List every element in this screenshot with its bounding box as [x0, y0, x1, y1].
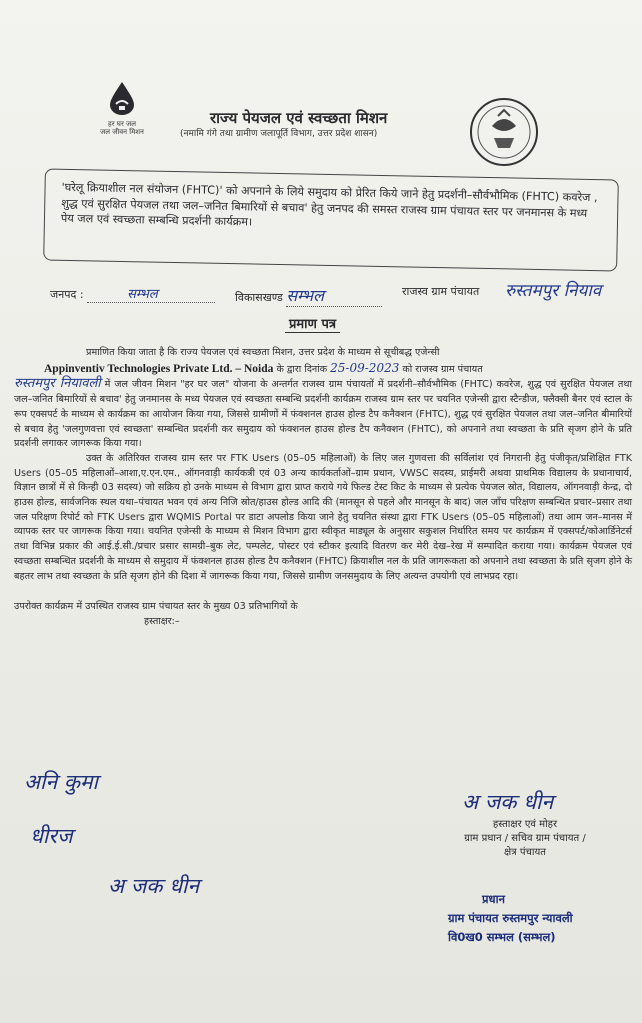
district-value: सम्भल: [87, 284, 215, 303]
pradhan-signature: अ जक धीन: [462, 790, 554, 814]
certificate-paragraph-1: में जल जीवन मिशन "हर घर जल" योजना के अन्तर्गत राजस्व ग्राम पंचायतों में प्रदर्शनी–सौर्वभौमिक (FHTC) कवरेज, शुद्ध एवं सुरक्षित पेयजल तथा जल–जनित बिमारियों से बचाव' हेतु जनमानस के मध्य पेयजल एवं स्वच्छता सम्बन्धि प्रदर्शनी कार्यक्रम राजस्व ग्राम स्तर पर चयनित एजेन्सी द्वारा स्टैन्डीज, फ्लैक्सी बैनर एवं स्टाल के रूप एक्सपर्ट के माध्यम से कार्यक्रम का आयोजन किया गया, जिससे ग्रामीणों में फंक्शनल हाउस होल्ड टैप कनैक्शन (FHTC), शुद्ध एवं सुरक्षित पेयजल तथा जल–जनित बीमारियों से बचाव हेतु 'जलगुणवत्ता एवं स्वच्छता' सम्बन्धित प्रदर्शनी कर समुदाय को फंक्शनल हाउस होल्ड टैप कनैक्शन (FHTC), को अपनाने तथा स्वच्छता के प्रति सृजग होने के प्रति प्रदर्शनी लगाकर जागरूक किया गया।: [14, 379, 633, 450]
gram-panchayat-label: राजस्व ग्राम पंचायत: [402, 285, 480, 298]
participant-signature-3: अ जक धीन: [108, 874, 200, 898]
gram-panchayat-field: [402, 284, 479, 299]
block-value: सम्भल: [286, 284, 382, 307]
signature-seal-label: हस्ताक्षर एवं मोहर: [492, 819, 558, 830]
page-subtitle: (नमामि गंगे तथा ग्रामीण जलापूर्ति विभाग, उत्तर प्रदेश शासन): [180, 129, 378, 139]
har-ghar-jal-logo: [92, 80, 152, 136]
certificate-paragraph-2: उक्त के अतिरिक्त राजस्व ग्राम स्तर पर FTK Users (05–05 महिलाओं) के लिए जल गुणवत्ता की सर्विलांश एवं निगरानी हेतु पंजीकृत/प्रशिक्षित FTK Users (05–05 महिलाओं–आशा,ए.एन.एम., ऑगनवाड़ी कार्यकत्री एवं 03 अन्य कार्यकर्ताओं–ग्राम प्रधान, VWSC सदस्य, प्राईमरी अथवा प्राथमिक विद्यालय के प्रधानाचार्य, विज्ञान छात्रों में से किन्ही 03 सदस्य) जो सक्रिय हो उनके माध्यम से विभाग द्वारा प्राप्त कराये गये फिल्ड टेस्ट किट के माध्यम से प्रत्येक पेयजल स्रोत, विद्यालय, ऑगनवाड़ी केन्द्र, दो हाउस होल्ड, सार्वजनिक स्थल यथा–पंचायत भवन एवं अन्य निजि स्रोत/हाउस होल्ड आदि की (मानसून से पहले और मानसून के बाद) जल जाँच परिक्षण सम्बन्धित प्रचार–प्रसार तथा जल परिक्षण रिपोर्ट को FTK Users द्वारा WQMIS Portal पर डाटा अपलोड किया जाने हेतु चयनित संस्था द्वारा FTK Users (05–05 महिलाओं) तथा आम जन–मानस में व्यापक स्तर पर जागरूक किया गया। चयनित एजेन्सी के माध्यम से मिशन विभाग द्वारा स्वीकृत माड्यूल के अनुसार सकुशल निर्धारित समय पर कार्यक्रम में एक्सपर्ट/कोआर्डिनेटर्स तथा विभिन्न प्रकार की आई.ई.सी./प्रचार प्रसार सामग्री–बुक लेट, पम्पलेट, पोस्टर एवं स्टीकर इत्यादि वितरण कर मेरी देख–रेख में सम्पादित कराया गया। कार्यक्रम पेयजल एवं स्वच्छता सम्बन्धित प्रदर्शनी के माध्यम से समुदाय में फंक्शनल हाउस होल्ड टैप कनैक्शन (FHTC) क्रियाशील नल के प्रति जागरूकता को अपनाने तथा स्वच्छता के प्रति सृजग होने के बहतर लाभ तथा स्वच्छता के प्रति सृजग होने की दिशा में जागरूक किया गया, जिससे ग्रामीण जनसमुदाय के लिए अत्यन्त उपयोगी एवं लाभप्रद रहा।: [14, 452, 633, 582]
date-suffix: को राजस्व ग्राम पंचायत: [402, 363, 483, 375]
certificate-body: [14, 346, 632, 630]
pradhan-stamp: [448, 890, 573, 947]
event-date: 25-09-2023: [330, 360, 400, 375]
logo-caption: हर घर जल जल जीवन मिशन: [100, 120, 144, 136]
seal-emblem-icon: [468, 96, 540, 168]
page-title: राज्य पेयजल एवं स्वच्छता मिशन: [210, 109, 388, 127]
participants-signature-label: हस्ताक्षर:–: [144, 615, 180, 627]
participant-signature-1: अनि कुमा: [24, 770, 98, 794]
block-field: [235, 284, 382, 307]
pradhan-title: प्रधान: [482, 892, 505, 906]
block-label: विकासखण्ड: [235, 291, 283, 304]
signatory-designation: ग्राम प्रधान / सचिव ग्राम पंचायत /: [464, 833, 586, 844]
program-banner: [43, 168, 619, 271]
agency-name: Appinventiv Technologies Private Ltd. – Noida: [44, 362, 274, 375]
signatory-area: क्षेत्र पंचायत: [504, 847, 546, 858]
gram-panchayat-handwritten: रुस्तमपुर नियावली: [14, 376, 101, 392]
up-government-seal: [468, 96, 540, 168]
water-drop-icon: [102, 80, 142, 116]
district-field: [50, 284, 215, 303]
pradhan-block: वि0ख0 सम्भल (सम्भल): [448, 930, 556, 944]
banner-text: 'घरेलू क्रियाशील नल संयोजन (FHTC)' को अपनाने के लिये समुदाय को प्रेरित किये जाने हेतु प्रदर्शनी–सौर्वभौमिक (FHTC) कवरेज , शुद्ध एवं सुरक्षित पेयजल तथा जल–जनित बिमारियों से बचाव' हेतु जनपद की समस्त राजस्व ग्राम पंचायत स्तर पर जनमानस के मध्य पेय जल एवं स्वच्छता सम्बन्धि प्रदर्शनी कार्यक्रम।: [60, 180, 598, 229]
certificate-title: प्रमाण पत्र: [285, 314, 340, 333]
gram-panchayat-value: रुस्तमपुर नियाव: [505, 281, 602, 301]
participant-signature-2: धीरज: [30, 824, 73, 848]
date-prefix: के द्वारा दिनांक: [276, 363, 328, 375]
pradhan-gram-panchayat: ग्राम पंचायत रुस्तमपुर न्यावली: [448, 911, 573, 925]
certificate-intro: प्रमाणित किया जाता है कि राज्य पेयजल एवं स्वच्छता मिशन, उत्तर प्रदेश के माध्यम से सूचीबद्ध एजेन्सी: [86, 347, 440, 358]
district-label: जनपद :: [50, 288, 84, 301]
signature-stamp-label: [420, 818, 630, 860]
participants-line: उपरोक्त कार्यक्रम में उपस्थित राजस्व ग्राम पंचायत स्तर के मुख्य 03 प्रतिभागियों के: [14, 601, 298, 613]
